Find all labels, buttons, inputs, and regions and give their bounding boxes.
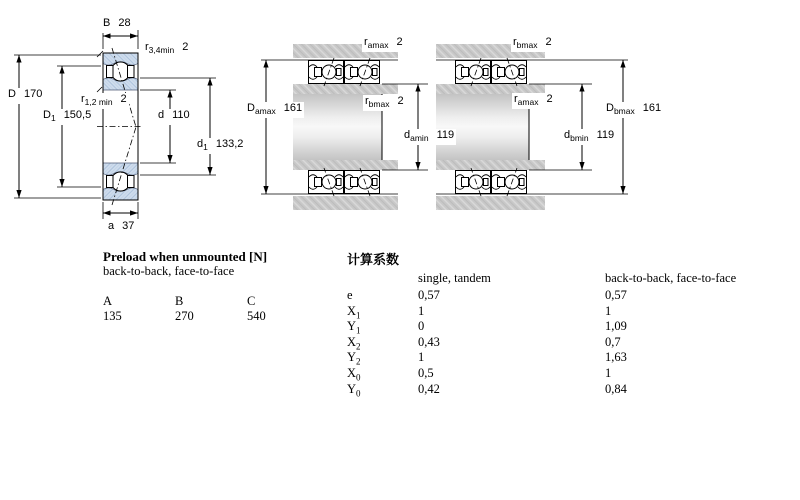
preload-col-C: C (247, 294, 256, 308)
middle-arrangement-diagram (261, 44, 428, 210)
dim-label-a: a 37 (106, 220, 136, 236)
right-arrangement-diagram (436, 44, 628, 210)
preload-value-A: 135 (103, 309, 122, 323)
preload-subtitle: back-to-back, face-to-face (103, 264, 235, 278)
factors-col-single: single, tandem (418, 271, 491, 285)
dim-label-r34min: $r_{3,4min}$ 2 (145, 41, 189, 56)
dim-label-D: D 170 (6, 88, 44, 104)
dim-label-damin: $d_{amin}$ 119 (404, 129, 455, 144)
preload-col-A: A (103, 294, 113, 308)
preload-col-B: B (175, 294, 184, 308)
preload-table (103, 249, 333, 329)
dim-label-dbmin: $d_{bmin}$ 119 (564, 129, 615, 144)
factors-title: 计算系数 (347, 252, 400, 267)
dim-label-ramax-right: $r_{amax}$ 2 (514, 93, 553, 108)
dim-label-d1: $d_1$ 133,2 (197, 138, 244, 153)
dim-label-d: d 110 (156, 109, 192, 125)
preload-title: Preload when unmounted [N] (103, 249, 268, 264)
dim-label-D1: $D_1$ 150,5 (43, 109, 92, 124)
dim-label-ramax-mid: $r_{amax}$ 2 (364, 36, 403, 51)
dim-label-Dbmax: $D_{bmax}$ 161 (606, 102, 662, 117)
dim-label-rbmax-right: $r_{bmax}$ 2 (513, 36, 552, 51)
dim-label-r12min: $r_{1,2 min}$ 2 (81, 93, 127, 108)
calculation-factors-table: 计算系数 single, tandem back-to-back, face-to-face e 0,57 0,57 $X_1$ 1 1 $Y_1$ 0 1,09 $X_2$ 0,43 0,7 $Y_2$ 1 1,63 $X_0$ 0,5 1 $Y_0$ 0,42 0,84 (347, 249, 777, 399)
preload-value-B: 270 (175, 309, 194, 323)
preload-value-C: 540 (247, 309, 266, 323)
factors-col-paired: back-to-back, face-to-face (605, 271, 737, 285)
dim-label-rbmax-mid: $r_{bmax}$ 2 (365, 95, 404, 110)
dim-label-B: B 28 (101, 17, 133, 33)
dim-label-Damax: $D_{amax}$ 161 (247, 102, 303, 117)
